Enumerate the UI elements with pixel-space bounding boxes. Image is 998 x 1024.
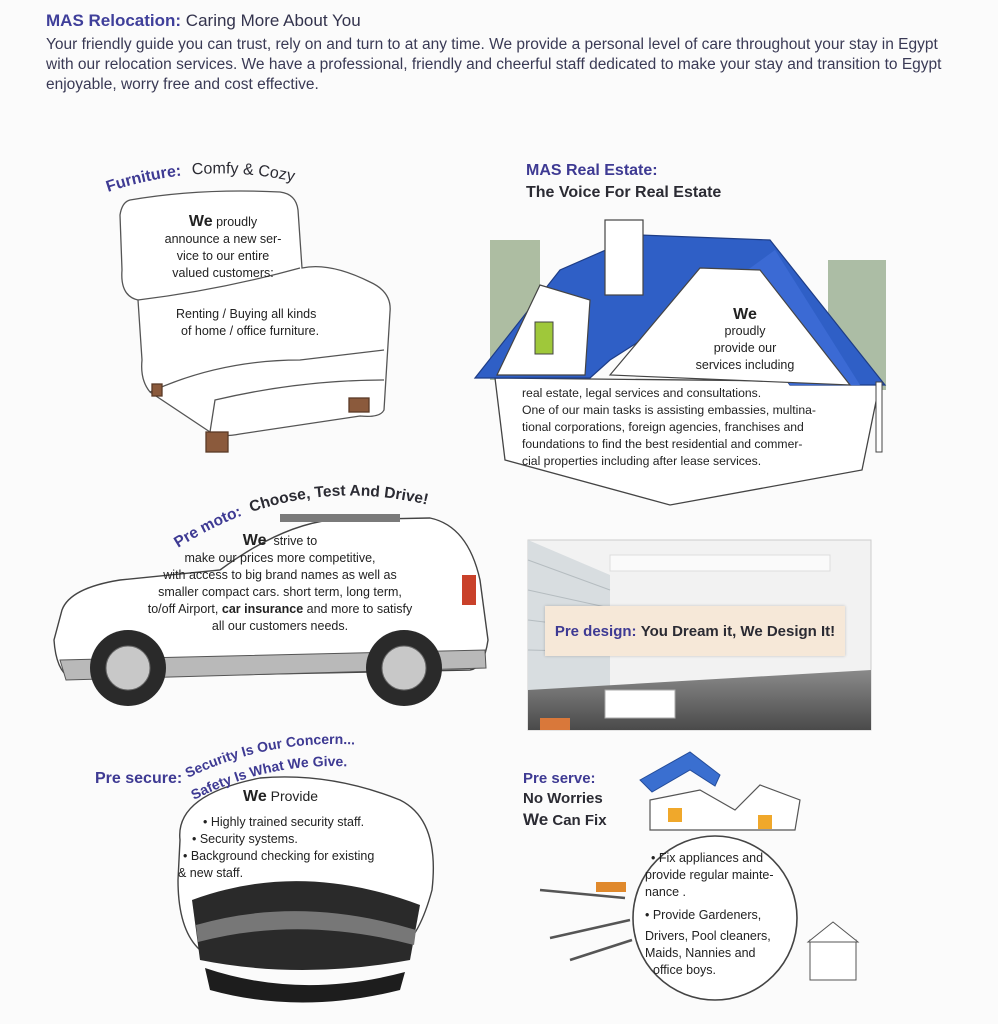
moto-line-3: with access to big brand names as well as [163, 568, 397, 582]
cap-illustration [178, 777, 433, 1003]
moto-tagline: Choose, Test And Drive! [247, 482, 430, 516]
real-estate-we: We [733, 306, 757, 323]
moto-line-1: strive to [273, 534, 318, 548]
real-estate-body-5: cial properties including after lease services. [522, 454, 762, 468]
real-estate-body-2: One of our main tasks is assisting embassies, multina- [522, 403, 816, 417]
moto-line-5c: and more to satisfy [306, 602, 413, 616]
intro-body: Your friendly guide you can trust, rely on and turn to at any time. We provide a personal level of care throughout your stay in Egypt with our relocation services. We have a professional, friendly and cheerful staff dedicated to make your stay and transition to Egypt enjoyable, worry free and cost effective. [46, 36, 942, 93]
moto-line-6: all our customers needs. [211, 619, 349, 633]
furniture-label: Furniture: [104, 162, 183, 196]
secure-list [178, 814, 418, 882]
serve-item-7: office boys. [653, 963, 717, 977]
furniture-text-2 [176, 306, 376, 340]
furniture-heading [104, 160, 296, 195]
furniture-line-1: proudly [216, 215, 258, 229]
moto-line-5b: car insurance [221, 602, 304, 616]
moto-label: Pre moto: [171, 503, 244, 552]
serve-can-fix: Can Fix [552, 812, 607, 829]
intro-brand: MAS Relocation: [46, 11, 182, 30]
furniture-line-4: valued customers: [172, 266, 274, 280]
secure-item-2: • Security systems. [192, 832, 298, 846]
serve-line-3 [523, 810, 607, 830]
furniture-line-5: Renting / Buying all kinds [176, 307, 317, 321]
real-estate-body-4: foundations to find the best residential and commer- [522, 437, 803, 451]
moto-line-2: make our prices more competitive, [184, 551, 376, 565]
secure-item-4: & new staff. [178, 866, 244, 880]
serve-item-6: Maids, Nannies and [645, 946, 756, 960]
furniture-text [148, 213, 298, 282]
real-estate-label: MAS Real Estate: [526, 162, 658, 179]
serve-item-1: • Fix appliances and [651, 851, 764, 865]
serve-item-2: provide regular mainte- [645, 868, 774, 882]
real-estate-roof-3: services including [695, 358, 795, 372]
real-estate-roof-text [690, 306, 800, 374]
moto-line-5a: to/off Airport, [147, 602, 219, 616]
furniture-line-2: announce a new ser- [164, 232, 282, 246]
intro-tagline: Caring More About You [185, 11, 361, 30]
real-estate-roof-1: proudly [724, 324, 766, 338]
moto-line-4: smaller compact cars. short term, long term, [158, 585, 402, 599]
serve-we: We [523, 810, 549, 829]
secure-item-3: • Background checking for existing [183, 849, 375, 863]
real-estate-roof-2: provide our [713, 341, 777, 355]
secure-arc-1: Security Is Our Concern... [182, 730, 356, 781]
design-label: Pre design: [554, 622, 637, 640]
furniture-line-3: vice to our entire [176, 249, 270, 263]
moto-text [80, 532, 480, 635]
real-estate-tagline: The Voice For Real Estate [526, 184, 722, 201]
secure-provide: Provide [270, 788, 319, 804]
secure-label: Pre secure: [95, 770, 183, 787]
serve-item-4: • Provide Gardeners, [645, 908, 762, 922]
secure-we-provide [243, 788, 318, 805]
moto-we: We [242, 532, 267, 549]
design-tagline: You Dream it, We Design It! [640, 622, 836, 640]
real-estate-body [522, 385, 862, 470]
serve-label: Pre serve: [523, 770, 596, 787]
serve-item-5: Drivers, Pool cleaners, [645, 929, 771, 943]
secure-we: We [243, 788, 267, 805]
serve-item-3: nance . [645, 885, 687, 899]
secure-item-1: • Highly trained security staff. [203, 815, 365, 829]
serve-line-2: No Worries [523, 790, 603, 807]
design-banner [545, 606, 845, 656]
real-estate-body-1: real estate, legal services and consultations. [522, 386, 762, 400]
furniture-we: We [188, 213, 213, 230]
furniture-tagline: Comfy & Cozy [191, 160, 297, 186]
furniture-line-6: of home / office furniture. [181, 324, 320, 338]
secure-arc-2: Safety Is What We Give. [188, 753, 348, 803]
real-estate-body-3: tional corporations, foreign agencies, franchises and [522, 420, 804, 434]
serve-list [645, 850, 795, 979]
